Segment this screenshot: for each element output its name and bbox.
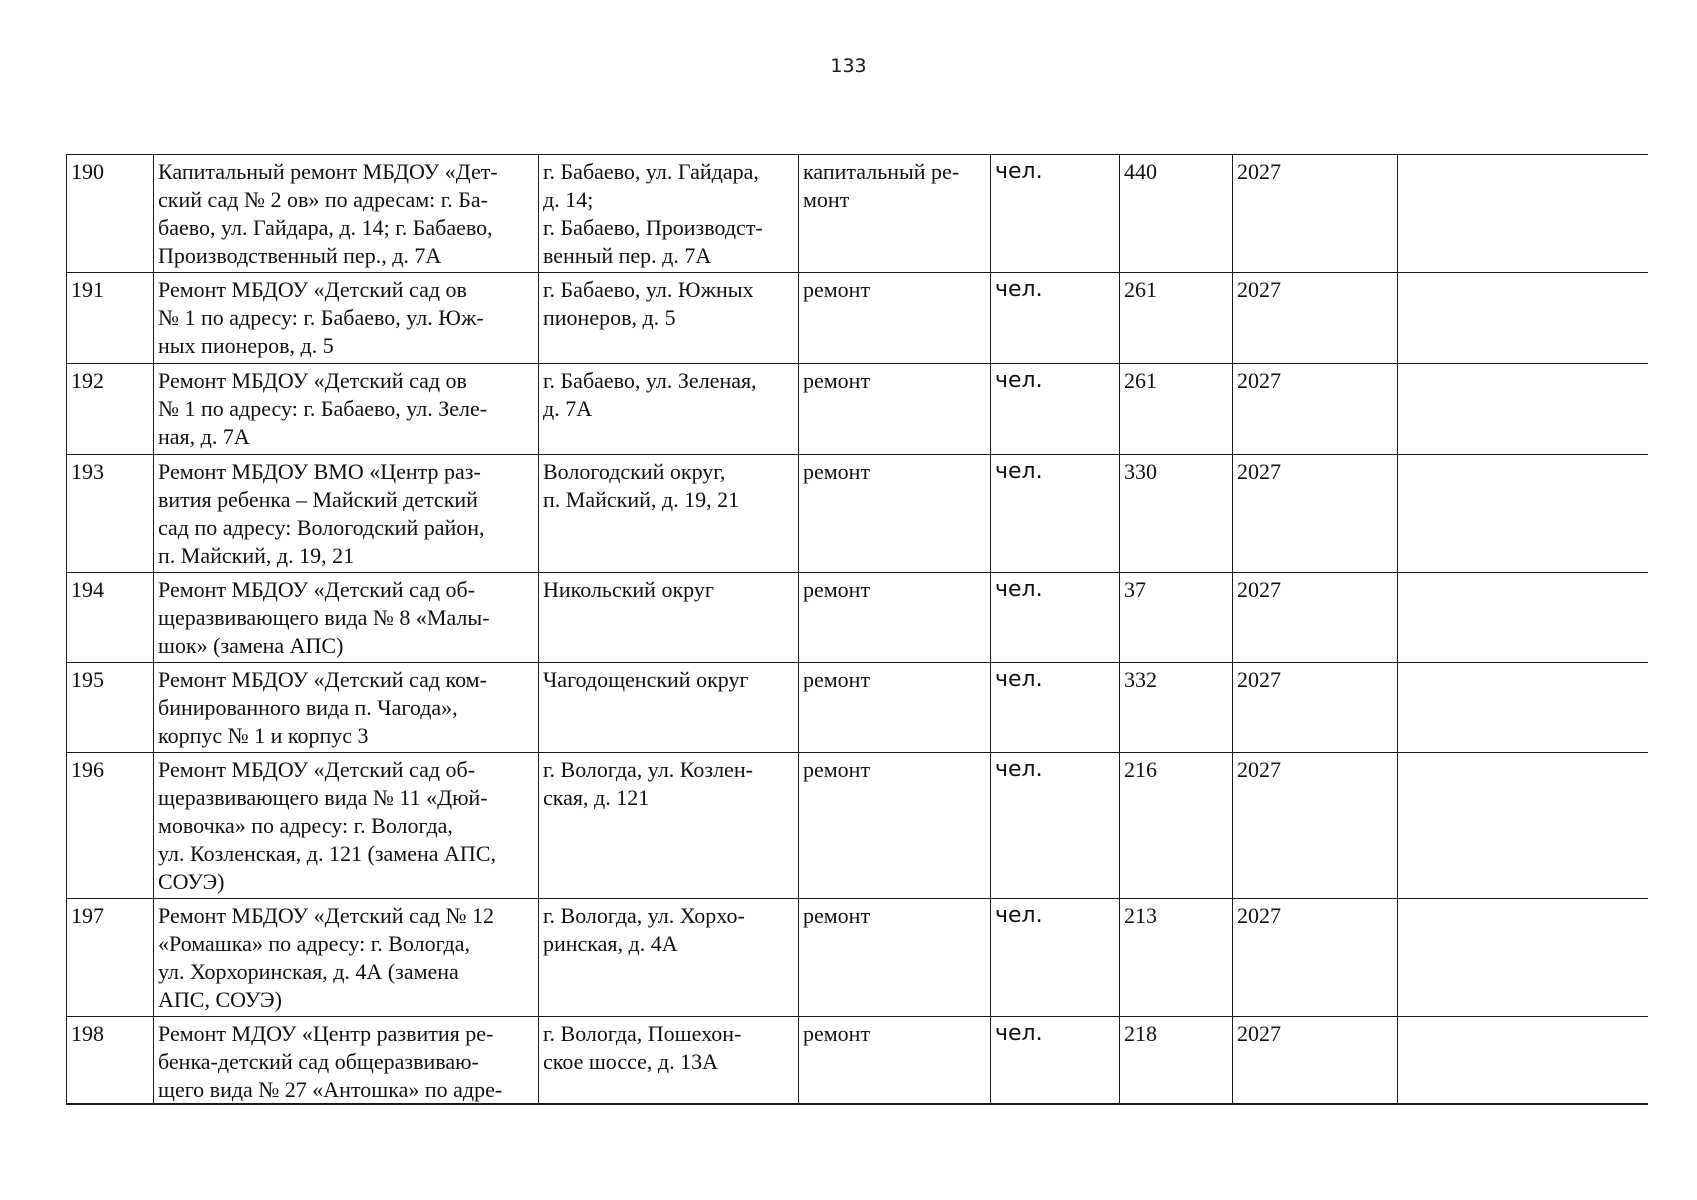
unit-cell: чел.: [991, 899, 1120, 1017]
table-row: [67, 155, 1649, 273]
object-name-cell: Ремонт МДОУ «Центр развития ре- бенка-детский сад общеразвиваю- щего вида № 27 «Антошка» по адре-: [154, 1017, 539, 1106]
note-cell: [1398, 1017, 1649, 1106]
capacity-cell: 213: [1120, 899, 1233, 1017]
row-number-cell: 198: [67, 1017, 154, 1106]
table-row: [67, 273, 1649, 364]
year-cell: 2027: [1233, 573, 1398, 663]
address-cell: г. Вологда, ул. Хорхо- ринская, д. 4А: [539, 899, 799, 1017]
year-cell: 2027: [1233, 273, 1398, 364]
note-cell: [1398, 899, 1649, 1017]
records-table-wrapper: [66, 154, 1648, 1105]
capacity-cell: 332: [1120, 663, 1233, 753]
address-cell: г. Вологда, Пошехон- ское шоссе, д. 13А: [539, 1017, 799, 1106]
table-row: [67, 455, 1649, 573]
capacity-cell: 37: [1120, 573, 1233, 663]
work-type-cell: ремонт: [799, 364, 991, 455]
unit-cell: чел.: [991, 273, 1120, 364]
table-row: [67, 663, 1649, 753]
note-cell: [1398, 455, 1649, 573]
capacity-cell: 261: [1120, 364, 1233, 455]
row-number-cell: 194: [67, 573, 154, 663]
address-cell: Чагодощенский округ: [539, 663, 799, 753]
address-cell: г. Бабаево, ул. Южных пионеров, д. 5: [539, 273, 799, 364]
year-cell: 2027: [1233, 753, 1398, 899]
note-cell: [1398, 573, 1649, 663]
object-name-cell: Ремонт МБДОУ «Детский сад об- щеразвивающего вида № 11 «Дюй- мовочка» по адресу: г. Вологда, ул. Козленская, д. 121 (замена АПС, СОУЭ): [154, 753, 539, 899]
object-name-cell: Ремонт МБДОУ «Детский сад ов № 1 по адресу: г. Бабаево, ул. Юж- ных пионеров, д. 5: [154, 273, 539, 364]
table-row: [67, 753, 1649, 899]
row-number-cell: 192: [67, 364, 154, 455]
object-name-cell: Капитальный ремонт МБДОУ «Дет- ский сад № 2 ов» по адресам: г. Ба- баево, ул. Гайдара, д. 14; г. Бабаево, Производственный пер., д. 7А: [154, 155, 539, 273]
table-row: [67, 1017, 1649, 1106]
object-name-cell: Ремонт МБДОУ «Детский сад ком- бинированного вида п. Чагода», корпус № 1 и корпус 3: [154, 663, 539, 753]
note-cell: [1398, 155, 1649, 273]
work-type-cell: ремонт: [799, 573, 991, 663]
year-cell: 2027: [1233, 364, 1398, 455]
page-number: 133: [830, 55, 867, 77]
row-number-cell: 190: [67, 155, 154, 273]
work-type-cell: ремонт: [799, 899, 991, 1017]
work-type-cell: ремонт: [799, 455, 991, 573]
address-cell: Вологодский округ, п. Майский, д. 19, 21: [539, 455, 799, 573]
capacity-cell: 440: [1120, 155, 1233, 273]
capacity-cell: 261: [1120, 273, 1233, 364]
capacity-cell: 216: [1120, 753, 1233, 899]
work-type-cell: ремонт: [799, 273, 991, 364]
records-table: [66, 154, 1648, 1105]
capacity-cell: 330: [1120, 455, 1233, 573]
note-cell: [1398, 753, 1649, 899]
year-cell: 2027: [1233, 899, 1398, 1017]
work-type-cell: ремонт: [799, 1017, 991, 1106]
address-cell: г. Бабаево, ул. Гайдара, д. 14; г. Бабаево, Производст- венный пер. д. 7А: [539, 155, 799, 273]
work-type-cell: ремонт: [799, 663, 991, 753]
address-cell: Никольский округ: [539, 573, 799, 663]
row-number-cell: 195: [67, 663, 154, 753]
year-cell: 2027: [1233, 155, 1398, 273]
object-name-cell: Ремонт МБДОУ ВМО «Центр раз- вития ребенка – Майский детский сад по адресу: Вологодский район, п. Майский, д. 19, 21: [154, 455, 539, 573]
unit-cell: чел.: [991, 663, 1120, 753]
table-row: [67, 573, 1649, 663]
unit-cell: чел.: [991, 155, 1120, 273]
year-cell: 2027: [1233, 1017, 1398, 1106]
unit-cell: чел.: [991, 753, 1120, 899]
note-cell: [1398, 663, 1649, 753]
row-number-cell: 191: [67, 273, 154, 364]
object-name-cell: Ремонт МБДОУ «Детский сад № 12 «Ромашка» по адресу: г. Вологда, ул. Хорхоринская, д. 4А (замена АПС, СОУЭ): [154, 899, 539, 1017]
note-cell: [1398, 364, 1649, 455]
unit-cell: чел.: [991, 455, 1120, 573]
unit-cell: чел.: [991, 573, 1120, 663]
year-cell: 2027: [1233, 455, 1398, 573]
address-cell: г. Бабаево, ул. Зеленая, д. 7А: [539, 364, 799, 455]
row-number-cell: 196: [67, 753, 154, 899]
work-type-cell: ремонт: [799, 753, 991, 899]
table-row: [67, 899, 1649, 1017]
note-cell: [1398, 273, 1649, 364]
unit-cell: чел.: [991, 1017, 1120, 1106]
year-cell: 2027: [1233, 663, 1398, 753]
row-number-cell: 193: [67, 455, 154, 573]
address-cell: г. Вологда, ул. Козлен- ская, д. 121: [539, 753, 799, 899]
object-name-cell: Ремонт МБДОУ «Детский сад об- щеразвивающего вида № 8 «Малы- шок» (замена АПС): [154, 573, 539, 663]
unit-cell: чел.: [991, 364, 1120, 455]
capacity-cell: 218: [1120, 1017, 1233, 1106]
table-row: [67, 364, 1649, 455]
object-name-cell: Ремонт МБДОУ «Детский сад ов № 1 по адресу: г. Бабаево, ул. Зеле- ная, д. 7А: [154, 364, 539, 455]
row-number-cell: 197: [67, 899, 154, 1017]
work-type-cell: капитальный ре- монт: [799, 155, 991, 273]
